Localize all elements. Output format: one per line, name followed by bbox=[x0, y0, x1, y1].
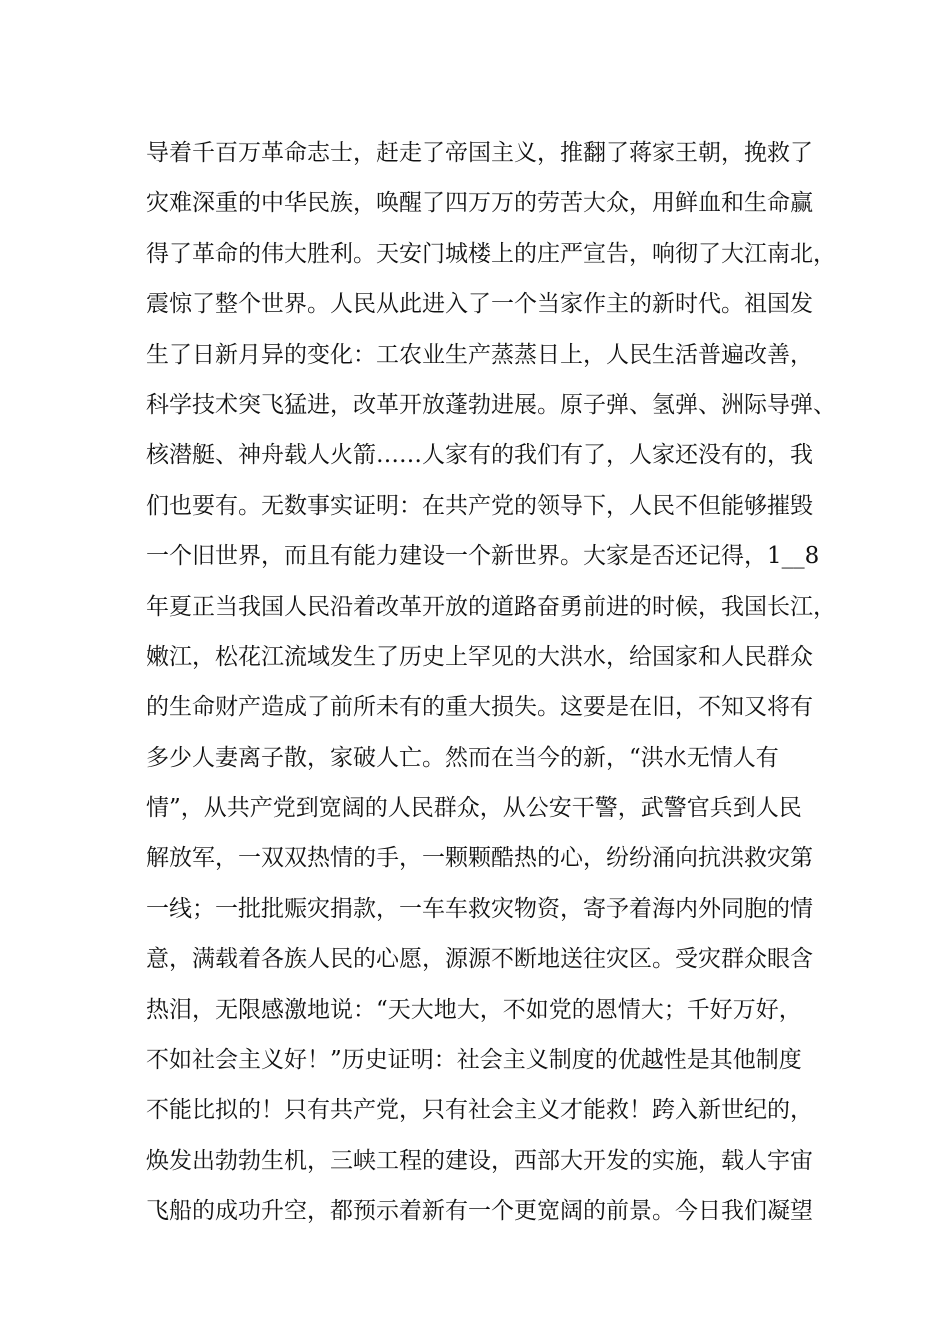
text-line: 一线；一批批赈灾捐款，一车车救灾物资，寄予着海内外同胞的情 bbox=[146, 895, 813, 922]
text-line: 多少人妻离子散，家破人亡。然而在当今的新，“洪水无情人有 bbox=[146, 744, 779, 771]
text-line: 不能比拟的！只有共产党，只有社会主义才能救！跨入新世纪的， bbox=[146, 1097, 813, 1124]
text-line: 年夏正当我国人民沿着改革开放的道路奋勇前进的时候，我国长江， bbox=[146, 593, 836, 620]
text-line: 导着千百万革命志士，赶走了帝国主义，推翻了蒋家王朝，挽救了 bbox=[146, 140, 813, 166]
text-line: 不如社会主义好！”历史证明：社会主义制度的优越性是其他制度 bbox=[146, 1047, 802, 1074]
text-line: 们也要有。无数事实证明：在共产党的领导下，人民不但能够摧毁 bbox=[146, 492, 813, 519]
text-line: 焕发出勃勃生机，三峡工程的建设，西部大开发的实施，载人宇宙 bbox=[146, 1147, 813, 1174]
text-line: 情”，从共产党到宽阔的人民群众，从公安干警，武警官兵到人民 bbox=[146, 795, 802, 822]
text-line: 核潜艇、神舟载人火箭……人家有的我们有了，人家还没有的，我 bbox=[146, 442, 813, 469]
text-line: 灾难深重的中华民族，唤醒了四万万的劳苦大众，用鲜血和生命赢 bbox=[146, 190, 813, 217]
text-line: 生了日新月异的变化：工农业生产蒸蒸日上，人民生活普遍改善， bbox=[146, 341, 813, 368]
text-line: 的生命财产造成了前所未有的重大损失。这要是在旧，不知又将有 bbox=[146, 694, 813, 721]
text-line: 热泪，无限感激地说：“天大地大，不如党的恩情大；千好万好， bbox=[146, 996, 802, 1023]
text-line: 意，满载着各族人民的心愿，源源不断地送往灾区。受灾群众眼含 bbox=[146, 946, 813, 973]
text-line: 科学技术突飞猛进，改革开放蓬勃进展。原子弹、氢弹、洲际导弹、 bbox=[146, 391, 836, 418]
text-line: 得了革命的伟大胜利。天安门城楼上的庄严宣告，响彻了大江南北， bbox=[146, 240, 836, 267]
text-line: 震惊了整个世界。人民从此进入了一个当家作主的新时代。祖国发 bbox=[146, 291, 813, 318]
body-paragraph bbox=[146, 128, 836, 1237]
text-line: 嫩江，松花江流域发生了历史上罕见的大洪水，给国家和人民群众 bbox=[146, 643, 813, 670]
text-line: 飞船的成功升空，都预示着新有一个更宽阔的前景。今日我们凝望 bbox=[146, 1198, 813, 1225]
text-line: 解放军，一双双热情的手，一颗颗酷热的心，纷纷涌向抗洪救灾第 bbox=[146, 845, 813, 872]
text-line: 一个旧世界，而且有能力建设一个新世界。大家是否还记得，1__8 bbox=[146, 543, 820, 570]
